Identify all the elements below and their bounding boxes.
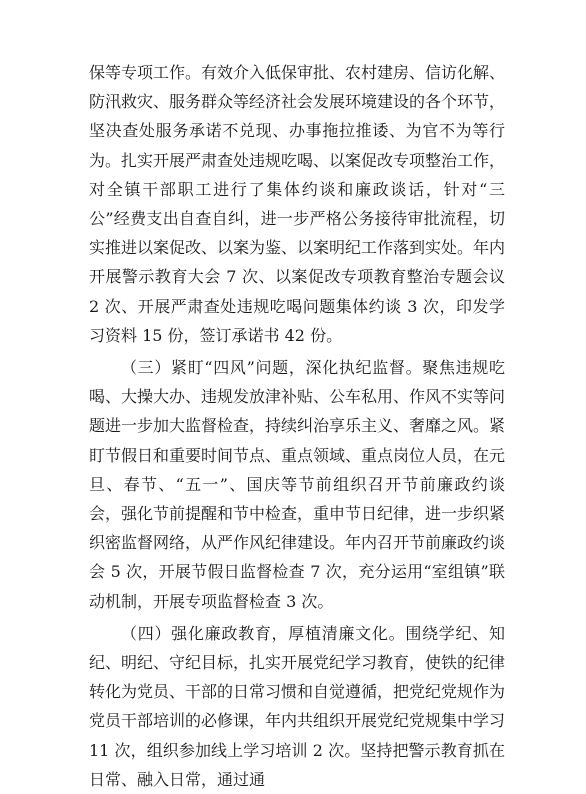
paragraph-section-three: （三）紧盯“四风”问题，深化执纪监督。聚焦违规吃喝、大操大办、违规发放津补贴、公车私用、作风不实等问题进一步加大监督检查，持续纠治享乐主义、奢靡之风。紧盯节假日和重要时间节点、重点领域、重点岗位人员，在元旦、春节、“五一”、国庆等节前组织召开节前廉政约谈会，强化节前提醒和节中检查，重申节日纪律，进一步织紧织密监督网络，从严作风纪律建设。年内召开节前廉政约谈会 5 次，开展节假日监督检查 7 次，充分运用“室组镇”联动机制，开展专项监督检查 3 次。 <box>89 358 506 611</box>
paragraph-continuation: 保等专项工作。有效介入低保审批、农村建房、信访化解、防汛救灾、服务群众等经济社会发展环境建设的各个环节，坚决查处服务承诺不兑现、办事拖拉推诿、为官不为等行为。扎实开展严肃查处违规吃喝、以案促改专项整治工作，对全镇干部职工进行了集体约谈和廉政谈话，针对“三公”经费支出自查自纠，进一步严格公务接待审批流程，切实推进以案促改、以案为鉴、以案明纪工作落到实处。年内开展警示教育大会 7 次、以案促改专项教育整治专题会议 2 次、开展严肃查处违规吃喝问题集体约谈 3 次，印发学习资料 15 份，签订承诺书 42 份。 <box>89 63 506 345</box>
document-body <box>89 58 505 794</box>
paragraph-section-four: （四）强化廉政教育，厚植清廉文化。围绕学纪、知纪、明纪、守纪目标，扎实开展党纪学习教育，使铁的纪律转化为党员、干部的日常习惯和自觉遵循，把党纪党规作为党员干部培训的必修课，年内共组织开展党纪党规集中学习 11 次，组织参加线上学习培训 2 次。坚持把警示教育抓在日常、融入日常，通过通 <box>89 623 506 789</box>
